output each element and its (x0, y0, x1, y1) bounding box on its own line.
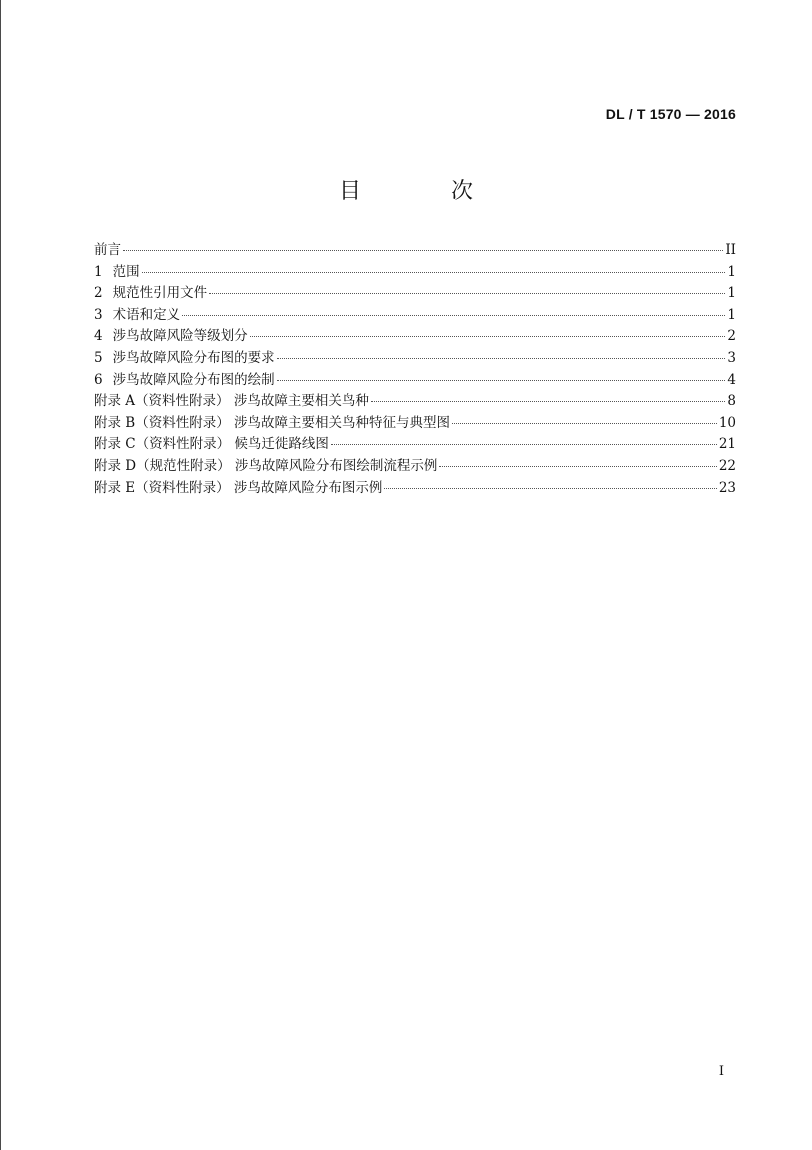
toc-title: 目 次 (338, 179, 507, 204)
toc-entry-text: 涉鸟故障风险分布图的要求 (112, 349, 275, 366)
toc-entry-text: 规范性引用文件 (112, 285, 208, 302)
toc-entry-appendix-d[interactable] (94, 456, 736, 478)
toc-entry-appendix-c[interactable] (94, 434, 736, 456)
toc-entry-6[interactable] (94, 370, 736, 392)
toc-entry-foreword[interactable] (94, 240, 736, 262)
toc-leader-dots (142, 272, 726, 273)
toc-leader-dots (452, 423, 717, 424)
toc-entry-text: 附录 A（资料性附录） 涉鸟故障主要相关鸟种 (94, 393, 369, 410)
toc-leader-dots (123, 250, 723, 251)
toc-entry-number: 3 (94, 306, 103, 323)
toc-entry-appendix-b[interactable] (94, 413, 736, 435)
toc-entry-text: 涉鸟故障风险等级划分 (112, 328, 248, 345)
toc-entry-number: 1 (94, 263, 103, 280)
toc-entry-3[interactable] (94, 305, 736, 327)
toc-entry-4[interactable] (94, 326, 736, 348)
toc-leader-dots (331, 444, 717, 445)
toc-entry-page: 22 (718, 457, 736, 474)
toc-entry-appendix-e[interactable] (94, 478, 736, 500)
toc-entry-text: 前言 (94, 242, 121, 258)
toc-entry-appendix-a[interactable] (94, 391, 736, 413)
toc-entry-page: II (725, 242, 736, 258)
page-number: I (718, 1064, 724, 1079)
toc-entry-text: 附录 D（规范性附录） 涉鸟故障风险分布图绘制流程示例 (94, 457, 438, 474)
toc-entry-number: 6 (94, 371, 103, 388)
toc-entry-page: 3 (727, 349, 736, 366)
toc-entry-page: 1 (727, 263, 736, 280)
toc-entry-page: 10 (718, 414, 736, 431)
toc-leader-dots (277, 380, 726, 381)
toc-entry-number: 2 (94, 285, 103, 302)
toc-entry-number: 4 (94, 328, 103, 345)
toc-entry-page: 4 (727, 371, 736, 388)
toc-leader-dots (250, 336, 726, 337)
toc-leader-dots (439, 466, 716, 467)
toc-entry-2[interactable] (94, 283, 736, 305)
toc-entry-page: 8 (727, 393, 736, 410)
toc-entry-text: 术语和定义 (112, 306, 181, 323)
toc-entry-number: 5 (94, 349, 103, 366)
toc-leader-dots (209, 293, 725, 294)
document-code: DL / T 1570 — 2016 (605, 106, 736, 122)
toc-entry-text: 附录 E（资料性附录） 涉鸟故障风险分布图示例 (94, 479, 383, 496)
toc-entry-page: 21 (718, 436, 736, 453)
page-left-edge (0, 0, 1, 1150)
toc-entry-text: 范围 (112, 263, 140, 280)
toc-entry-5[interactable] (94, 348, 736, 370)
toc-leader-dots (182, 315, 725, 316)
toc-leader-dots (277, 358, 726, 359)
toc-entry-text: 涉鸟故障风险分布图的绘制 (112, 371, 275, 388)
toc-entry-text: 附录 B（资料性附录） 涉鸟故障主要相关鸟种特征与典型图 (94, 414, 451, 431)
table-of-contents (94, 240, 736, 499)
toc-entry-page: 2 (727, 328, 736, 345)
toc-leader-dots (384, 488, 716, 489)
toc-entry-text: 附录 C（资料性附录） 候鸟迁徙路线图 (94, 436, 329, 453)
toc-entry-1[interactable] (94, 262, 736, 284)
toc-entry-page: 23 (718, 479, 736, 496)
toc-entry-page: 1 (727, 306, 736, 323)
toc-leader-dots (371, 401, 726, 402)
toc-entry-page: 1 (727, 285, 736, 302)
